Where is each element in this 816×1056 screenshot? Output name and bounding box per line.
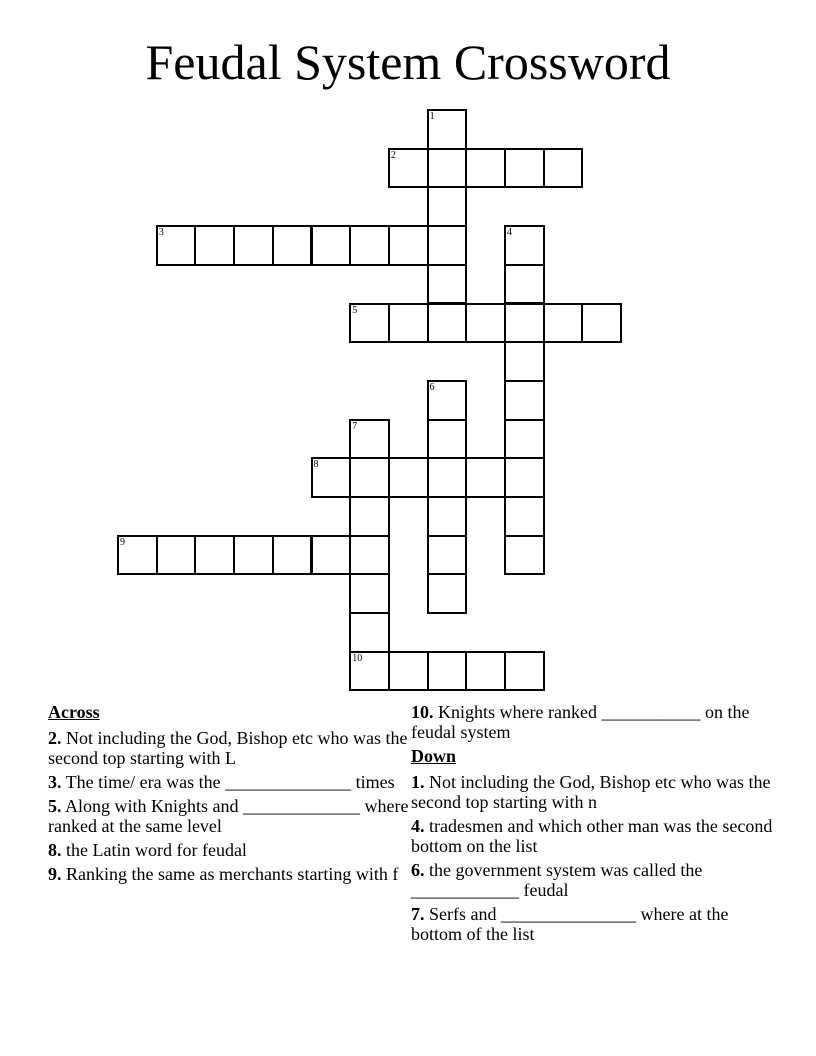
clue-number: 5	[352, 304, 358, 316]
grid-cell[interactable]	[504, 341, 545, 382]
clue-number: 8	[313, 459, 319, 471]
across-clue	[48, 728, 410, 768]
clue-text: The time/ era was the ______________ times	[61, 772, 395, 792]
grid-cell[interactable]	[427, 419, 468, 460]
grid-cell[interactable]	[349, 573, 390, 614]
clue-number: 1	[429, 111, 435, 122]
grid-cell[interactable]	[543, 303, 584, 344]
grid-cell[interactable]	[349, 225, 390, 266]
grid-cell[interactable]	[504, 225, 545, 266]
clue-text: Ranking the same as merchants starting with f	[61, 864, 399, 884]
grid-cell[interactable]	[388, 651, 429, 692]
clue-number-label: 7.	[411, 904, 425, 924]
grid-cell[interactable]	[427, 225, 468, 266]
clue-text: Not including the God, Bishop etc who was the second top starting with L	[48, 728, 408, 768]
down-clue	[411, 904, 773, 944]
across-clue-list	[48, 728, 410, 884]
clue-number-label: 6.	[411, 860, 425, 880]
grid-cell[interactable]	[388, 148, 429, 189]
clue-number: 9	[120, 536, 125, 548]
grid-cell[interactable]	[349, 535, 390, 576]
grid-cell[interactable]	[427, 303, 468, 344]
across-clue	[48, 796, 410, 836]
grid-cell[interactable]	[233, 225, 274, 266]
grid-cell[interactable]	[504, 303, 545, 344]
grid-cell[interactable]	[117, 535, 158, 576]
grid-cell[interactable]	[156, 225, 197, 266]
grid-cell[interactable]	[504, 535, 545, 576]
grid-cell[interactable]	[427, 109, 468, 150]
grid-cell[interactable]	[349, 612, 390, 653]
clue-number: 4	[507, 227, 512, 239]
clue-number-label: 1.	[411, 772, 425, 792]
grid-cell[interactable]	[427, 186, 468, 227]
down-clue	[411, 816, 773, 856]
clue-text: the government system was called the ____________ feudal	[411, 860, 703, 900]
clue-number: 6	[429, 381, 435, 393]
grid-cell[interactable]	[427, 457, 468, 498]
grid-cell[interactable]	[156, 535, 197, 576]
down-clue	[411, 772, 773, 812]
grid-cell[interactable]	[504, 264, 545, 305]
down-clue	[411, 860, 773, 900]
across-clue	[48, 772, 410, 792]
grid-cell[interactable]	[427, 380, 468, 421]
clue-number-label: 8.	[48, 840, 62, 860]
grid-cell[interactable]	[349, 651, 390, 692]
grid-cell[interactable]	[349, 303, 390, 344]
grid-cell[interactable]	[388, 303, 429, 344]
clue-text: Serfs and _______________ where at the bottom of the list	[411, 904, 729, 944]
grid-cell[interactable]	[427, 651, 468, 692]
clue-number: 3	[158, 227, 164, 239]
grid-cell[interactable]	[465, 148, 506, 189]
grid-cell[interactable]	[504, 496, 545, 537]
across-clue	[48, 864, 410, 884]
across-clue	[411, 702, 773, 742]
clue-number-label: 3.	[48, 772, 62, 792]
grid-cell[interactable]	[311, 457, 352, 498]
across-heading: Across	[48, 702, 100, 722]
down-heading: Down	[411, 746, 457, 766]
clue-number: 2	[390, 149, 396, 161]
grid-cell[interactable]	[465, 651, 506, 692]
grid-cell[interactable]	[272, 535, 313, 576]
clue-number-label: 10.	[411, 702, 434, 722]
grid-cell[interactable]	[194, 535, 235, 576]
clue-text: tradesmen and which other man was the second bottom on the list	[411, 816, 773, 856]
down-clue-list	[411, 772, 773, 944]
clues-left-column	[48, 702, 410, 888]
grid-cell[interactable]	[504, 380, 545, 421]
grid-cell[interactable]	[427, 148, 468, 189]
grid-cell[interactable]	[388, 225, 429, 266]
clue-number-label: 4.	[411, 816, 425, 836]
grid-cell[interactable]	[233, 535, 274, 576]
grid-cell[interactable]	[272, 225, 313, 266]
clue-text: the Latin word for feudal	[61, 840, 247, 860]
across-clue-list-continued	[411, 702, 773, 742]
grid-cell[interactable]	[465, 457, 506, 498]
clue-number-label: 5.	[48, 796, 62, 816]
clue-text: Along with Knights and _____________ where ranked at the same level	[48, 796, 409, 836]
clues-right-column	[411, 702, 773, 948]
clue-text: Not including the God, Bishop etc who was the second top starting with n	[411, 772, 771, 812]
grid-cell[interactable]	[427, 573, 468, 614]
grid-cell[interactable]	[504, 651, 545, 692]
grid-cell[interactable]	[465, 303, 506, 344]
grid-cell[interactable]	[349, 457, 390, 498]
grid-cell[interactable]	[311, 225, 352, 266]
grid-cell[interactable]	[504, 419, 545, 460]
grid-cell[interactable]	[311, 535, 352, 576]
grid-cell[interactable]	[388, 457, 429, 498]
grid-cell[interactable]	[427, 535, 468, 576]
grid-cell[interactable]	[504, 148, 545, 189]
grid-cell[interactable]	[543, 148, 584, 189]
grid-cell[interactable]	[349, 496, 390, 537]
across-clue	[48, 840, 410, 860]
grid-cell[interactable]	[349, 419, 390, 460]
clue-text: Knights where ranked ___________ on the feudal system	[411, 702, 750, 742]
clue-number: 10	[352, 652, 363, 664]
clue-number: 7	[352, 420, 358, 432]
grid-cell[interactable]	[427, 496, 468, 537]
grid-cell[interactable]	[504, 457, 545, 498]
page-title: Feudal System Crossword	[145, 34, 671, 90]
grid-cell[interactable]	[194, 225, 235, 266]
grid-cell[interactable]	[427, 264, 468, 305]
clue-number-label: 9.	[48, 864, 62, 884]
grid-cell[interactable]	[581, 303, 622, 344]
clue-number-label: 2.	[48, 728, 62, 748]
